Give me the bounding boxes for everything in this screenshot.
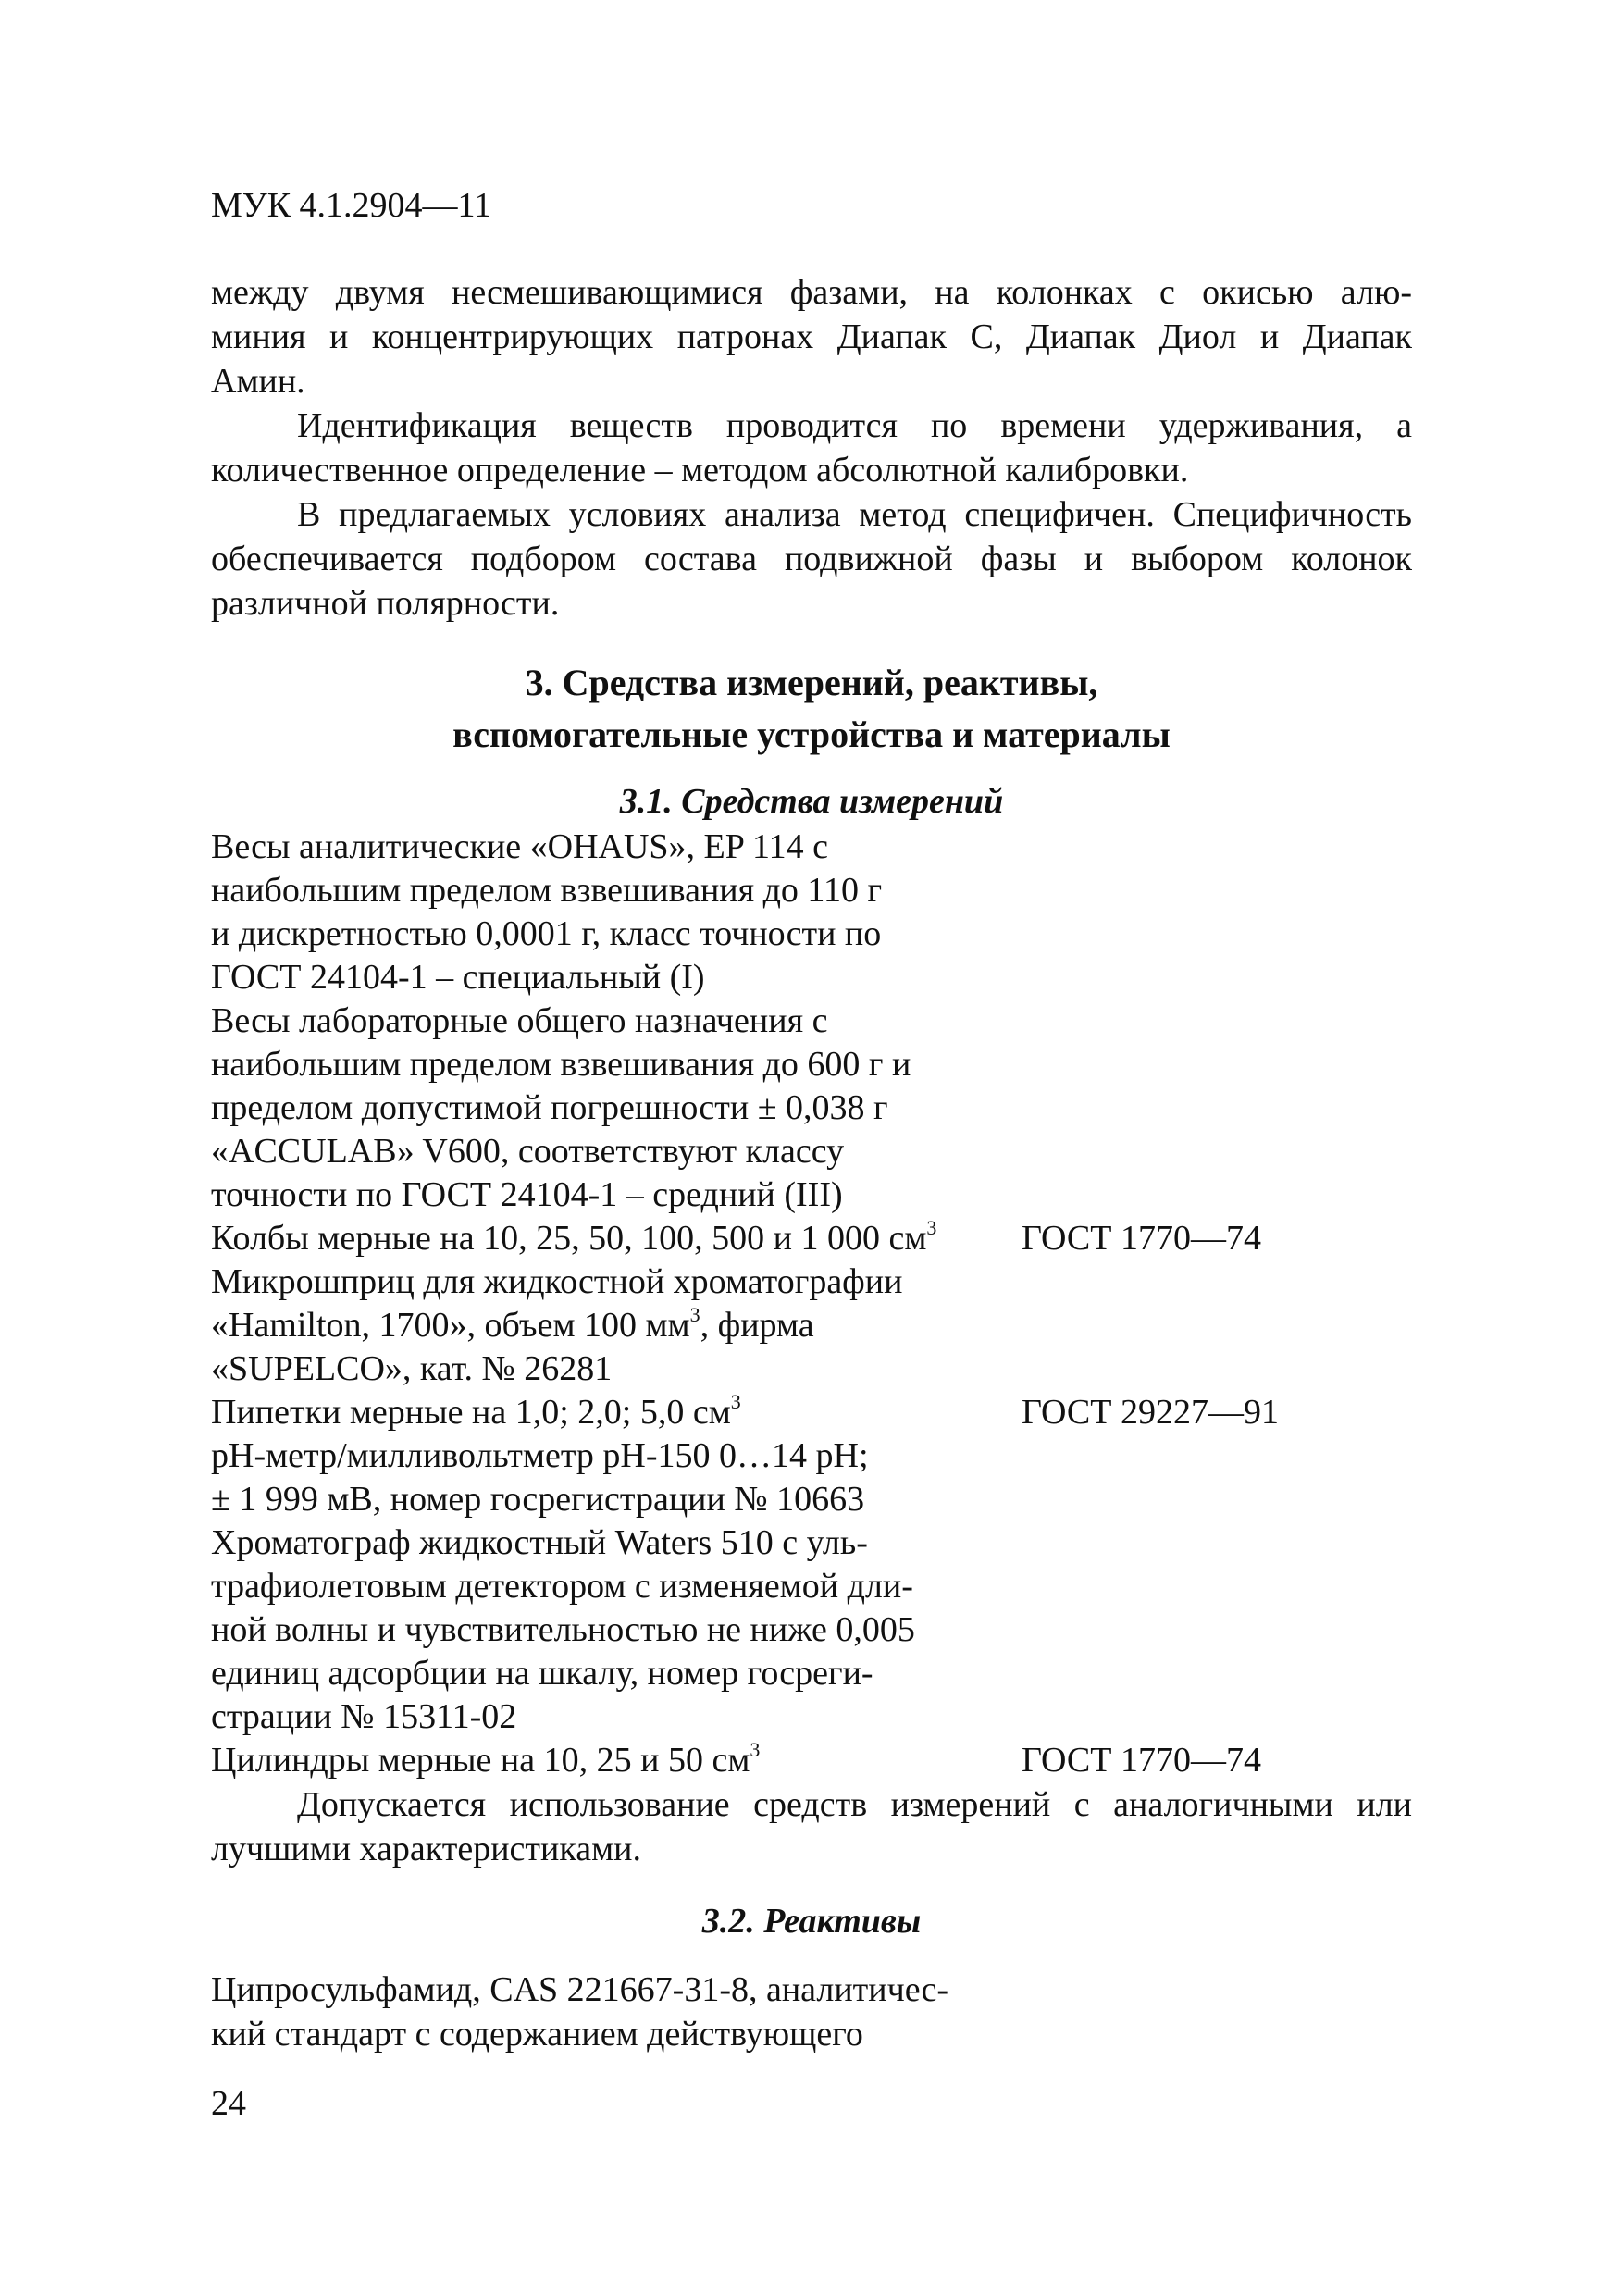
instruments-list xyxy=(211,825,1412,1782)
superscript: 3 xyxy=(730,1390,741,1413)
item-text: Цилиндры мерные на 10, 25 и 50 см xyxy=(211,1741,750,1780)
list-item xyxy=(211,1391,1412,1434)
identification-paragraph: Идентификация веществ проводится по времени удерживания, а количественное определение – методом абсолютной калибровки. xyxy=(211,406,1412,490)
text-line xyxy=(211,1739,1012,1782)
text-line: Весы аналитические «OHAUS», EP 114 с xyxy=(211,827,828,866)
text-line: миния и концентрирующих патронах Диапак С, Диапак Диол и Диапак xyxy=(211,317,1412,356)
text-line xyxy=(211,1304,1012,1347)
list-item xyxy=(211,1739,1412,1782)
list-item xyxy=(211,825,1412,999)
text-line xyxy=(211,1391,1012,1434)
text-line: трафиолетовым детектором с изменяемой дли- xyxy=(211,1567,913,1606)
text-line: рН-метр/милливольтметр рН-150 0…14 pH; xyxy=(211,1436,869,1475)
superscript: 3 xyxy=(926,1216,937,1239)
text-line: ной волны и чувствительностью не ниже 0,005 xyxy=(211,1610,915,1649)
text-line xyxy=(211,1217,1012,1260)
item-text: Колбы мерные на 10, 25, 50, 100, 500 и 1 000 см xyxy=(211,1219,927,1258)
running-header: МУК 4.1.2904—11 xyxy=(211,186,492,225)
text-line: единиц адсорбции на шкалу, номер госреги- xyxy=(211,1654,873,1693)
superscript: 3 xyxy=(750,1738,761,1761)
item-description xyxy=(211,1260,1012,1391)
text-line: наибольшим пределом взвешивания до 600 г и xyxy=(211,1045,911,1084)
item-text: , фирма xyxy=(700,1306,814,1345)
section-title-line: 3. Средства измерений, реактивы, xyxy=(525,662,1098,703)
list-item xyxy=(211,1434,1412,1521)
equivalence-note: Допускается использование средств измерений с аналогичными или лучшими характеристиками. xyxy=(211,1785,1412,1868)
list-item xyxy=(211,1521,1412,1739)
list-item xyxy=(211,1260,1412,1391)
item-standard: ГОСТ 1770—74 xyxy=(1022,1741,1261,1780)
section-3-title xyxy=(211,657,1412,761)
text-line: пределом допустимой погрешности ± 0,038 г xyxy=(211,1088,888,1127)
subsection-3-1-title: 3.1. Средства измерений xyxy=(619,782,1004,821)
item-text: «Hamilton, 1700», объем 100 мм xyxy=(211,1306,690,1345)
item-description xyxy=(211,1521,1012,1739)
specificity-paragraph: В предлагаемых условиях анализа метод специфичен. Специфичность обеспечивается подбором состава подвижной фазы и выбором колонок различной полярности. xyxy=(211,495,1412,623)
text-line: Весы лабораторные общего назначения с xyxy=(211,1001,828,1040)
text-line: и дискретностью 0,0001 г, класс точности по xyxy=(211,914,882,953)
page-number: 24 xyxy=(211,2084,246,2123)
text-line: Хроматограф жидкостный Waters 510 с уль- xyxy=(211,1523,868,1562)
text-line: Амин. xyxy=(211,362,305,401)
text-line: Микрошприц для жидкостной хроматографии xyxy=(211,1262,903,1301)
reagent-description xyxy=(211,1967,1412,2056)
item-standard: ГОСТ 1770—74 xyxy=(1022,1219,1261,1258)
superscript: 3 xyxy=(689,1303,700,1326)
list-item xyxy=(211,999,1412,1217)
text-line: наибольшим пределом взвешивания до 110 г xyxy=(211,871,883,910)
intro-paragraph-continuation xyxy=(211,270,1412,403)
text-line: ГОСТ 24104-1 – специальный (I) xyxy=(211,958,705,997)
text-line: ± 1 999 мВ, номер госрегистрации № 10663 xyxy=(211,1480,865,1519)
item-description xyxy=(211,1739,1012,1782)
text-line: точности по ГОСТ 24104-1 – средний (III) xyxy=(211,1175,843,1214)
text-line: «ACCULAB» V600, соответствуют классу xyxy=(211,1132,845,1171)
text-line: между двумя несмешивающимися фазами, на колонках с окисью алю- xyxy=(211,273,1412,312)
page-content xyxy=(211,270,1412,2056)
item-description xyxy=(211,825,1012,999)
item-description xyxy=(211,1217,1012,1260)
item-standard: ГОСТ 29227—91 xyxy=(1022,1393,1279,1432)
text-line: кий стандарт с содержанием действующего xyxy=(211,2015,863,2054)
text-line: «SUPELCO», кат. № 26281 xyxy=(211,1349,613,1388)
text-line: страции № 15311-02 xyxy=(211,1697,517,1736)
item-description xyxy=(211,999,1012,1217)
item-text: Пипетки мерные на 1,0; 2,0; 5,0 см xyxy=(211,1393,731,1432)
item-description xyxy=(211,1391,1012,1434)
list-item xyxy=(211,1217,1412,1260)
subsection-3-2-title: 3.2. Реактивы xyxy=(701,1902,922,1941)
item-description xyxy=(211,1434,1012,1521)
text-line: Ципросульфамид, CAS 221667-31-8, аналитичес- xyxy=(211,1970,949,2009)
section-title-line: вспомогательные устройства и материалы xyxy=(452,714,1171,755)
